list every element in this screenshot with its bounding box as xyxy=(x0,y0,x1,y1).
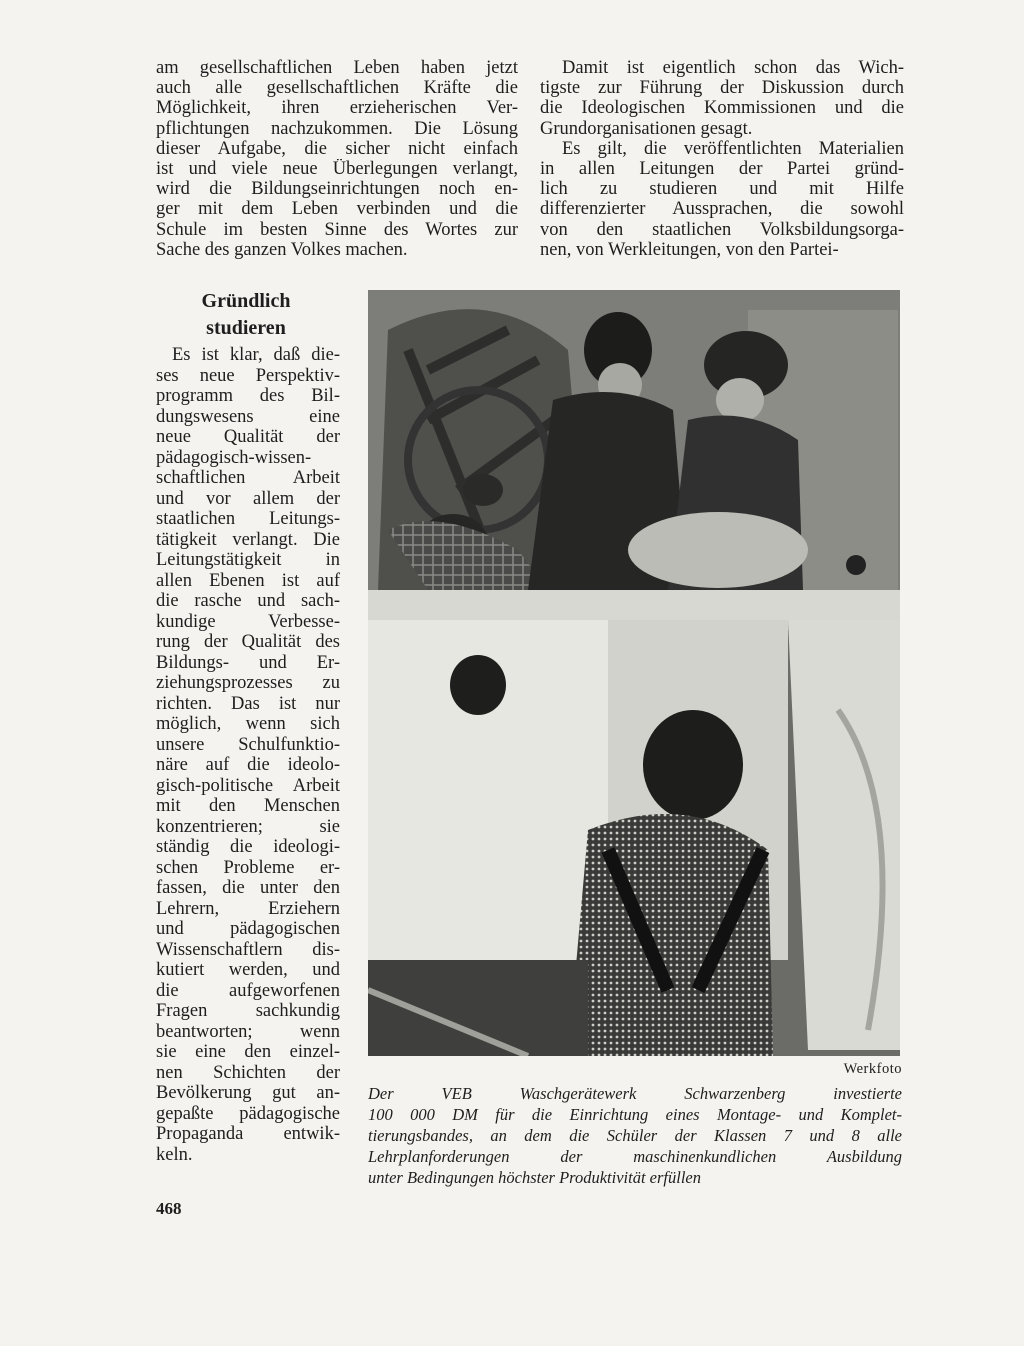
text-line: Bevölkerung gut an- xyxy=(156,1083,340,1103)
text-line: in allen Leitungen der Partei gründ- xyxy=(540,159,904,180)
text-line: nen, von Werkleitungen, von den Partei- xyxy=(540,239,839,260)
text-line: ger mit dem Leben verbinden und die xyxy=(156,199,518,220)
text-line: pflichtungen nachzukommen. Die Lösung xyxy=(156,118,518,139)
text-line: gepaßte pädagogische xyxy=(156,1103,340,1124)
text-line: fassen, die unter den xyxy=(156,878,340,898)
text-line: keln. xyxy=(156,1144,193,1165)
text-line: sie eine den einzel- xyxy=(156,1042,340,1062)
text-line: gisch-politische Arbeit xyxy=(156,775,340,796)
text-line: und vor allem der xyxy=(156,488,340,509)
workshop-photo xyxy=(368,290,900,1056)
text-line: staatlichen Leitungs- xyxy=(156,509,340,529)
text-line: ständig die ideologi- xyxy=(156,837,340,857)
text-line: auch alle gesellschaftlichen Kräfte die xyxy=(156,78,518,99)
text-line: richten. Das ist nur xyxy=(156,693,340,714)
text-line: wird die Bildungseinrichtungen noch en- xyxy=(156,179,518,200)
text-line: pädagogisch-wissen- xyxy=(156,447,312,468)
text-line: programm des Bil- xyxy=(156,386,340,406)
page-number: 468 xyxy=(156,1199,182,1218)
text-line: Leitungstätigkeit in xyxy=(156,550,340,570)
text-line: tätigkeit verlangt. Die xyxy=(156,529,340,550)
text-line: ist und viele neue Überlegungen verlangt, xyxy=(156,159,518,180)
photo-credit: Werkfoto xyxy=(843,1061,902,1077)
workshop-photo-illustration xyxy=(368,290,900,1056)
text-line: neue Qualität der xyxy=(156,427,340,447)
text-line: konzentrieren; sie xyxy=(156,816,340,837)
text-line: lich zu studieren und mit Hilfe xyxy=(540,179,904,200)
text-line: unsere Schulfunktio- xyxy=(156,734,340,755)
text-line: nen Schichten der xyxy=(156,1062,340,1083)
narrow-text-column xyxy=(156,345,340,1165)
text-line: von den staatlichen Volksbildungsorga- xyxy=(540,219,904,240)
top-left-column xyxy=(156,58,518,260)
text-line: die rasche und sach- xyxy=(156,591,340,611)
text-line: Der VEB Waschgerätewerk Schwarzenberg investierte xyxy=(368,1084,902,1103)
text-line: differenzierter Aussprachen, die sowohl xyxy=(540,199,904,220)
text-line: beantworten; wenn xyxy=(156,1021,340,1042)
text-line: 100 000 DM für die Einrichtung eines Montage- und Komplet- xyxy=(368,1105,902,1124)
text-line: Lehrern, Erziehern xyxy=(156,898,340,919)
photo-caption xyxy=(368,1083,902,1188)
text-line: Damit ist eigentlich schon das Wich- xyxy=(562,58,904,78)
text-line: Es ist klar, daß die- xyxy=(172,345,340,365)
text-line: schaftlichen Arbeit xyxy=(156,468,340,488)
text-line: schen Probleme er- xyxy=(156,857,340,878)
text-line: und pädagogischen xyxy=(156,919,340,939)
text-line: Wissenschaftlern dis- xyxy=(156,939,340,960)
top-right-column xyxy=(540,58,904,260)
text-line: Lehrplanforderungen der maschinenkundlichen Ausbildung xyxy=(368,1147,902,1166)
text-line: tierungsbandes, an dem die Schüler der Klassen 7 und 8 alle xyxy=(368,1126,902,1145)
text-line: Propaganda entwik- xyxy=(156,1124,340,1144)
text-line: am gesellschaftlichen Leben haben jetzt xyxy=(156,58,518,78)
text-line: Grundorganisationen gesagt. xyxy=(540,118,753,139)
text-line: ziehungsprozesses zu xyxy=(156,673,340,693)
text-line: dieser Aufgabe, die sicher nicht einfach xyxy=(156,138,518,159)
text-line: tigste zur Führung der Diskussion durch xyxy=(540,78,904,99)
text-line: Möglichkeit, ihren erzieherischen Ver- xyxy=(156,98,518,119)
text-line: näre auf die ideolo- xyxy=(156,755,340,775)
text-line: kutiert werden, und xyxy=(156,960,340,980)
text-line: Schule im besten Sinne des Wortes zur xyxy=(156,219,518,240)
heading-line-1: Gründlich xyxy=(201,290,291,312)
text-line: unter Bedingungen höchster Produktivität erfüllen xyxy=(368,1168,701,1187)
text-line: die aufgeworfenen xyxy=(156,980,340,1001)
text-line: Fragen sachkundig xyxy=(156,1001,340,1021)
text-line: kundige Verbesse- xyxy=(156,611,340,632)
text-line: mit den Menschen xyxy=(156,796,340,816)
text-line: ses neue Perspektiv- xyxy=(156,365,340,386)
text-line: möglich, wenn sich xyxy=(156,714,340,734)
heading-line-2: studieren xyxy=(206,317,286,339)
text-line: Sache des ganzen Volkes machen. xyxy=(156,239,408,260)
text-line: dungswesens eine xyxy=(156,406,340,427)
text-line: Bildungs- und Er- xyxy=(156,652,340,673)
text-line: Es gilt, die veröffentlichten Materialien xyxy=(562,138,904,159)
text-line: allen Ebenen ist auf xyxy=(156,570,340,591)
section-heading xyxy=(156,288,336,342)
text-line: rung der Qualität des xyxy=(156,632,340,652)
text-line: die Ideologischen Kommissionen und die xyxy=(540,98,904,119)
